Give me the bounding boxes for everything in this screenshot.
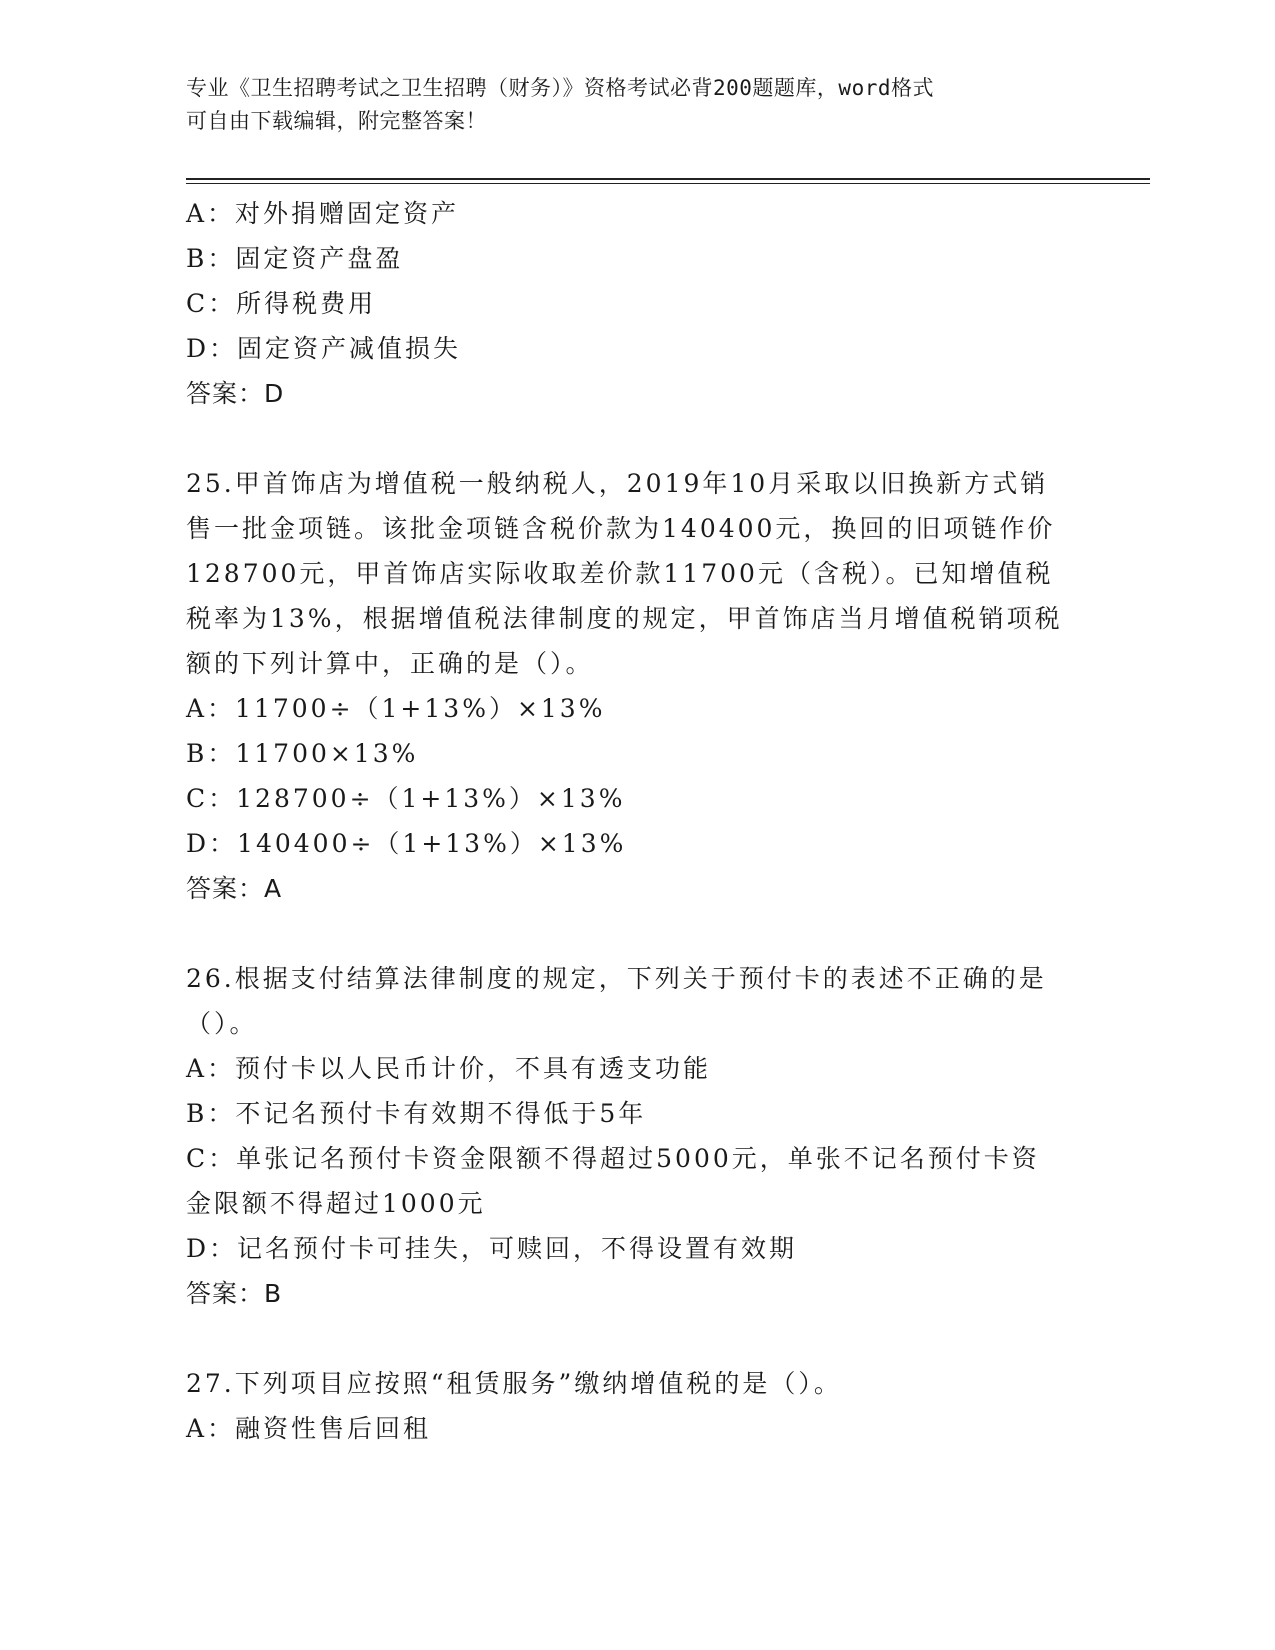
option-c: C：单张记名预付卡资金限额不得超过5000元，单张不记名预付卡资	[186, 1144, 1040, 1173]
question-stem-line: 售一批金项链。该批金项链含税价款为140400元，换回的旧项链作价	[186, 514, 1056, 543]
option-d: D：记名预付卡可挂失，可赎回，不得设置有效期	[186, 1234, 798, 1263]
question-spacer	[186, 416, 1086, 461]
header-divider-thick	[186, 178, 1150, 180]
option-a: A：融资性售后回租	[186, 1414, 432, 1443]
question-stem-line: 25.甲首饰店为增值税一般纳税人，2019年10月采取以旧换新方式销	[186, 469, 1049, 498]
option-c: C：128700÷（1+13%）×13%	[186, 784, 626, 813]
question-stem-line: 额的下列计算中，正确的是（）。	[186, 649, 594, 678]
question-stem-line: 税率为13%，根据增值税法律制度的规定，甲首饰店当月增值税销项税	[186, 604, 1063, 633]
option-d: D：固定资产减值损失	[186, 334, 462, 363]
option-a: A：预付卡以人民币计价，不具有透支功能	[186, 1054, 712, 1083]
question-26	[186, 956, 1086, 1316]
question-24	[186, 191, 1086, 416]
question-spacer	[186, 1316, 1086, 1361]
option-b: B：11700×13%	[186, 739, 419, 768]
option-a: A：11700÷（1+13%）×13%	[186, 694, 606, 723]
option-b: B：固定资产盘盈	[186, 244, 404, 273]
header-divider-thin	[186, 183, 1150, 184]
option-a: A：对外捐赠固定资产	[186, 199, 460, 228]
answer-label: 答案：D	[186, 379, 285, 408]
question-list	[186, 191, 1086, 1451]
document-header	[186, 72, 1066, 138]
answer-label: 答案：A	[186, 874, 283, 903]
question-stem-line: （）。	[186, 1009, 258, 1038]
answer-label: 答案：B	[186, 1279, 283, 1308]
option-b: B：不记名预付卡有效期不得低于5年	[186, 1099, 647, 1128]
question-25	[186, 461, 1086, 911]
option-c-continued: 金限额不得超过1000元	[186, 1189, 486, 1218]
question-stem-line: 128700元，甲首饰店实际收取差价款11700元（含税）。已知增值税	[186, 559, 1054, 588]
question-27	[186, 1361, 1086, 1451]
question-stem-line: 26.根据支付结算法律制度的规定，下列关于预付卡的表述不正确的是	[186, 964, 1047, 993]
option-c: C：所得税费用	[186, 289, 377, 318]
question-spacer	[186, 911, 1086, 956]
option-d: D：140400÷（1+13%）×13%	[186, 829, 627, 858]
question-stem-line: 27.下列项目应按照“租赁服务”缴纳增值税的是（）。	[186, 1369, 842, 1398]
header-line-2: 可自由下载编辑，附完整答案！	[186, 109, 487, 133]
header-line-1: 专业《卫生招聘考试之卫生招聘（财务）》资格考试必背200题题库，word格式	[186, 76, 934, 100]
